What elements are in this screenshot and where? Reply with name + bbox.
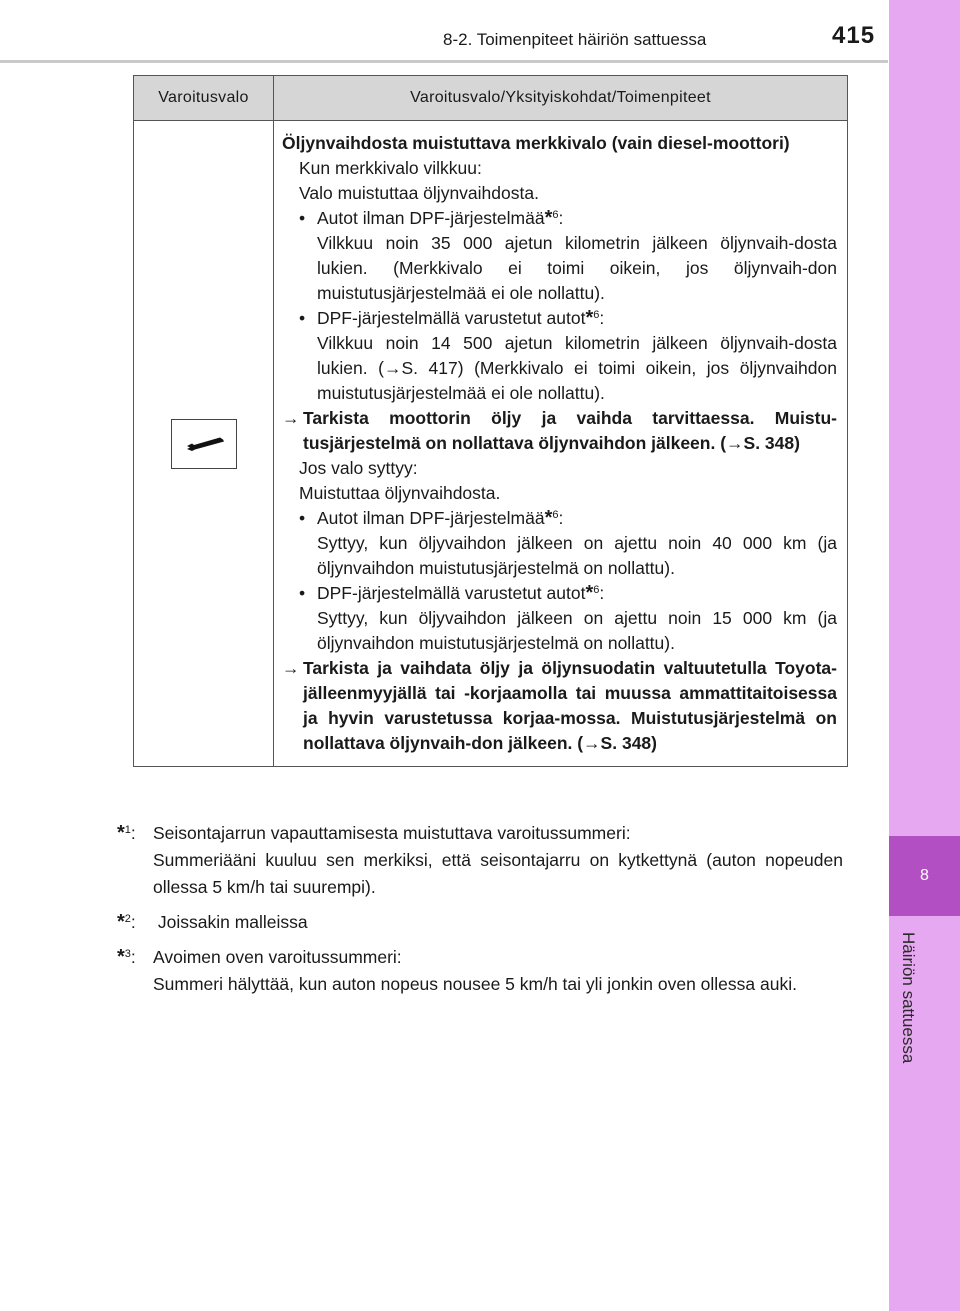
- footnote: [117, 909, 843, 936]
- footnote-star: *: [117, 911, 125, 933]
- footnote-marker: *$^2$:: [117, 911, 136, 933]
- list-item: • Autot ilman DPF-järjestelmää*$^6$:: [299, 207, 564, 229]
- bullet-mark: •: [299, 308, 306, 328]
- bullet-label: DPF-järjestelmällä varustetut autot: [317, 308, 586, 328]
- bullet-label: Autot ilman DPF-järjestelmää: [317, 208, 545, 228]
- table-row: [134, 121, 848, 767]
- footnote-number: 2: [124, 913, 131, 925]
- chapter-number: 8: [889, 836, 960, 916]
- bullet-text: Syttyy, kun öljyvaihdon jälkeen on ajettu noin 40 000 km (ja öljynvaihdon muistutusjärjestelmä on nollattu).: [317, 533, 837, 578]
- action-text: Tarkista moottorin öljy ja vaihda tarvittaessa. Muistu-tusjärjestelmä on nollattava öljynvaihdon jälkeen. (→S. 348): [303, 408, 837, 453]
- footnote-ref: 6: [552, 209, 559, 221]
- details-cell: [274, 121, 848, 767]
- list-item: • DPF-järjestelmällä varustetut autot*$^6$:: [299, 582, 605, 604]
- lit-title: Jos valo syttyy:: [299, 458, 418, 478]
- footnote-number: 3: [124, 948, 131, 960]
- wrench-icon: [171, 419, 237, 469]
- footnote-star: *: [544, 207, 553, 229]
- footnote-number: 1: [124, 824, 131, 836]
- action-instruction: [282, 406, 837, 456]
- arrow-icon: →: [282, 658, 300, 678]
- column-header-light: Varoitusvalo: [134, 76, 274, 121]
- light-heading: Öljynvaihdosta muistuttava merkkivalo (vain diesel-moottori): [282, 133, 790, 153]
- footnote-body: Summeriääni kuuluu sen merkiksi, että seisontajarru on kytkettynä (auton nopeuden ollessa 5 km/h tai suurempi).: [153, 850, 843, 897]
- bullet-mark: •: [299, 508, 306, 528]
- footnote-star: *: [117, 946, 125, 968]
- footnote-title: Seisontajarrun vapauttamisesta muistuttava varoitussummeri:: [153, 823, 631, 843]
- footnote-marker: *$^3$:: [117, 946, 136, 968]
- footnotes: [117, 820, 843, 1006]
- icon-cell: [134, 121, 274, 767]
- bullet-label: Autot ilman DPF-järjestelmää: [317, 508, 545, 528]
- footnote-star: *: [585, 582, 594, 604]
- footnote-ref: 6: [593, 584, 600, 596]
- action-instruction: [282, 656, 837, 756]
- bullet-text: Vilkkuu noin 35 000 ajetun kilometrin jälkeen öljynvaih-dosta lukien. (Merkkivalo ei toimi oikein, jos öljynvaih-don muistutusjärjestelmää ei ole nollattu).: [317, 233, 837, 303]
- footnote-title: Avoimen oven varoitussummeri:: [153, 947, 402, 967]
- footnote-marker: *$^1$:: [117, 822, 136, 844]
- bullet-label: DPF-järjestelmällä varustetut autot: [317, 583, 586, 603]
- footnote-title: Joissakin malleissa: [153, 912, 308, 932]
- header-divider: [0, 60, 888, 63]
- section-title: 8-2. Toimenpiteet häiriön sattuessa: [443, 30, 707, 49]
- footnote: [117, 944, 843, 998]
- chapter-sidetab: [889, 0, 960, 1311]
- bullet-text: Syttyy, kun öljyvaihdon jälkeen on ajettu noin 15 000 km (ja öljynvaihdon muistutusjärjestelmä on nollattu).: [317, 608, 837, 653]
- bullet-text: Vilkkuu noin 14 500 ajetun kilometrin jälkeen öljynvaih-dosta lukien. (→S. 417) (Merkkivalo ei toimi oikein, jos öljynvaihdon muistutusjärjestelmää ei ole nollattu).: [317, 333, 837, 403]
- arrow-icon: →: [282, 408, 300, 428]
- footnote-star: *: [585, 307, 594, 329]
- page-number: 415: [832, 22, 876, 49]
- footnote-ref: 6: [552, 509, 559, 521]
- lit-description: Muistuttaa öljynvaihdosta.: [299, 483, 501, 503]
- footnote-star: *: [544, 507, 553, 529]
- footnote-body: Summeri hälyttää, kun auton nopeus nousee 5 km/h tai yli jonkin oven ollessa auki.: [153, 974, 797, 994]
- bullet-mark: •: [299, 583, 306, 603]
- warning-light-table: [133, 75, 848, 767]
- footnote-star: *: [117, 822, 125, 844]
- blinks-title: Kun merkkivalo vilkkuu:: [299, 158, 482, 178]
- blinks-description: Valo muistuttaa öljynvaihdosta.: [299, 183, 539, 203]
- bullet-mark: •: [299, 208, 306, 228]
- column-header-details: Varoitusvalo/Yksityiskohdat/Toimenpiteet: [274, 76, 848, 121]
- footnote-ref: 6: [593, 309, 600, 321]
- list-item: • DPF-järjestelmällä varustetut autot*$^6$:: [299, 307, 605, 329]
- chapter-title: Häiriön sattuessa: [899, 932, 918, 1064]
- footnote: [117, 820, 843, 901]
- table-header-row: [134, 76, 848, 121]
- action-text: Tarkista ja vaihdata öljy ja öljynsuodatin valtuutetulla Toyota-jälleenmyyjällä tai -korjaamolla tai muussa ammattitaitoisessa ja hyvin varustetussa korjaa-mossa. Muistutusjärjestelmä on nollattava öljynvaih-don jälkeen. (→S. 348): [303, 658, 837, 753]
- list-item: • Autot ilman DPF-järjestelmää*$^6$:: [299, 507, 564, 529]
